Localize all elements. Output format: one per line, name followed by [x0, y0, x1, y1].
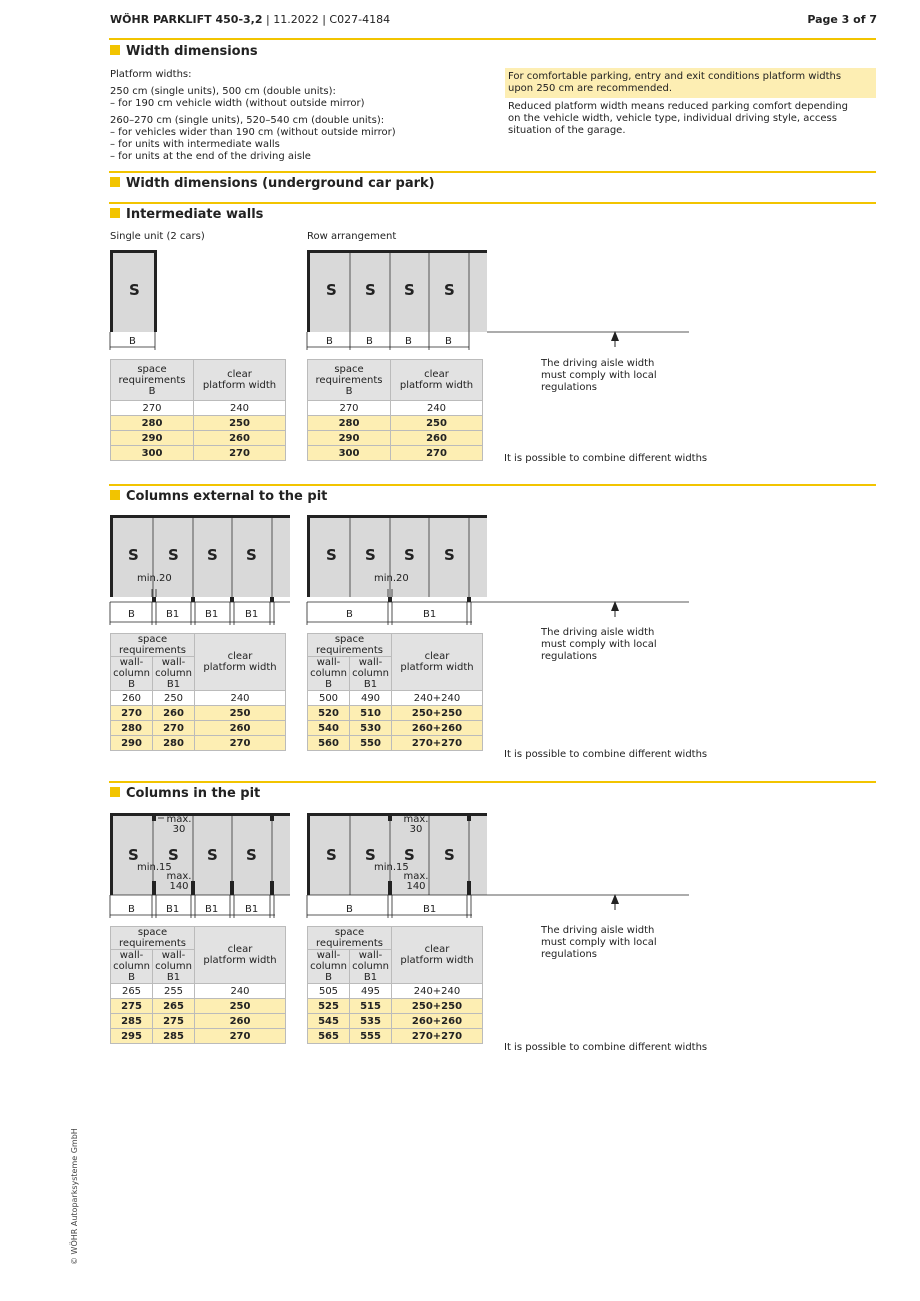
- space-marker: S: [128, 846, 139, 864]
- column-post: [191, 597, 195, 602]
- divider: [109, 781, 876, 783]
- divider: [109, 38, 876, 40]
- min20-label: min.20: [374, 573, 409, 584]
- max140-label: max. 140: [166, 871, 192, 892]
- space-marker: S: [365, 281, 376, 299]
- space-marker: S: [365, 846, 376, 864]
- column-post: [270, 881, 274, 895]
- space-marker: S: [404, 846, 415, 864]
- dim-b: B: [445, 336, 452, 347]
- section-columns-pit: Columns in the pit: [110, 786, 260, 801]
- square-icon: [110, 177, 120, 187]
- recommendation-note: For comfortable parking, entry and exit conditions platform widths upon 250 cm are recommended.: [505, 68, 876, 98]
- dim-b: B: [346, 609, 353, 620]
- platform-widths-label: Platform widths:: [110, 69, 192, 80]
- dim-b: B: [129, 336, 136, 347]
- dim-b1: B1: [423, 609, 437, 620]
- column-post: [230, 881, 234, 895]
- page-number: Page 3 of 7: [807, 13, 877, 26]
- doc-code: C027-4184: [329, 13, 391, 26]
- column-post: [152, 881, 156, 895]
- copyright: © WÖHR Autoparksysteme GmbH: [70, 1128, 79, 1265]
- max30-label: max. 30: [403, 814, 429, 835]
- single-unit-label: Single unit (2 cars): [110, 231, 205, 242]
- wall-left: [110, 250, 113, 332]
- width-line-4: – for vehicles wider than 190 cm (without outside mirror): [110, 127, 396, 138]
- max30-label: max. 30: [166, 814, 192, 835]
- width-line-2: – for 190 cm vehicle width (without outside mirror): [110, 98, 365, 109]
- section-underground: Width dimensions (underground car park): [110, 176, 435, 191]
- section-width-dimensions: Width dimensions: [110, 44, 258, 59]
- column-post: [467, 881, 471, 895]
- dim-b: B: [346, 904, 353, 915]
- space-marker: S: [246, 546, 257, 564]
- divider: [109, 484, 876, 486]
- dim-b: B: [405, 336, 412, 347]
- dim-b1: B1: [245, 609, 259, 620]
- column-post: [270, 813, 274, 821]
- combine-note: It is possible to combine different widths: [504, 453, 708, 464]
- space-marker: S: [168, 846, 179, 864]
- dim-b: B: [128, 904, 135, 915]
- driving-aisle-note: The driving aisle width must comply with local regulations: [541, 925, 657, 960]
- columns-external-single-diagram: [105, 510, 305, 625]
- dim-b: B: [128, 609, 135, 620]
- combine-note: It is possible to combine different widths: [504, 1042, 708, 1053]
- arrow-up-icon: [611, 894, 619, 904]
- space-marker: S: [246, 846, 257, 864]
- product-name: WÖHR PARKLIFT 450-3,2: [110, 13, 263, 26]
- width-line-3: 260–270 cm (single units), 520–540 cm (double units):: [110, 115, 385, 126]
- arrow-up-icon: [611, 601, 619, 611]
- space-marker: S: [207, 846, 218, 864]
- header-date: 11.2022: [273, 13, 319, 26]
- intermediate-table-row: space requirements B clear platform width 270 240 280 250 290 260 300 270: [307, 359, 483, 461]
- driving-aisle-note: The driving aisle width must comply with local regulations: [541, 358, 657, 393]
- header-left: WÖHR PARKLIFT 450-3,2 | 11.2022 | C027-4184: [110, 13, 391, 26]
- space-marker: S: [404, 281, 415, 299]
- wall-right: [154, 250, 157, 332]
- space-marker: S: [326, 846, 337, 864]
- space-marker: S: [444, 846, 455, 864]
- width-line-5: – for units with intermediate walls: [110, 139, 280, 150]
- space-marker: S: [404, 546, 415, 564]
- column-post: [388, 881, 392, 895]
- divider: [109, 202, 876, 204]
- space-marker: S: [444, 546, 455, 564]
- column-post: [230, 597, 234, 602]
- square-icon: [110, 45, 120, 55]
- dim-b1: B1: [205, 904, 219, 915]
- section-columns-external: Columns external to the pit: [110, 489, 327, 504]
- note-line-1: Reduced platform width means reduced parking comfort depending: [508, 101, 848, 112]
- dim-b1: B1: [205, 609, 219, 620]
- columns-pit-double-diagram: [302, 808, 692, 920]
- space-marker: S: [326, 281, 337, 299]
- columns-pit-table-double: space requirements clear platform width wall- column B wall- column B1 505 495 240+240 525 515 250+250 545 535 260+260 565 555 270+270: [307, 926, 483, 1044]
- columns-pit-table-single: space requirements clear platform width wall- column B wall- column B1 265 255 240 275 265 250 285 275 260 295 285 270: [110, 926, 286, 1044]
- row-arrangement-label: Row arrangement: [307, 231, 397, 242]
- column-post: [467, 813, 471, 821]
- space-marker: S: [326, 546, 337, 564]
- space-marker: S: [128, 546, 139, 564]
- min20-label: min.20: [137, 573, 172, 584]
- columns-external-table-double: space requirements clear platform width wall- column B wall- column B1 500 490 240+240 520 510 250+250 540 530 260+260 560 550 270+270: [307, 633, 483, 751]
- min15-label: min.15: [137, 862, 172, 873]
- dim-b1: B1: [166, 609, 180, 620]
- space-marker: S: [168, 546, 179, 564]
- intermediate-table-single: space requirements B clear platform width 270 240 280 250 290 260 300 270: [110, 359, 286, 461]
- dim-b: B: [326, 336, 333, 347]
- note-line-2: on the vehicle width, vehicle type, individual driving style, access: [508, 113, 837, 124]
- dim-b1: B1: [166, 904, 180, 915]
- wall-top: [110, 250, 157, 253]
- square-icon: [110, 787, 120, 797]
- row-arrangement-diagram: [302, 245, 692, 355]
- dim-b: B: [366, 336, 373, 347]
- driving-aisle-note: The driving aisle width must comply with local regulations: [541, 627, 657, 662]
- column-post: [152, 813, 156, 821]
- column-post: [467, 597, 471, 602]
- combine-note: It is possible to combine different widths: [504, 749, 708, 760]
- space-marker: S: [207, 546, 218, 564]
- space-marker: S: [444, 281, 455, 299]
- column-post: [152, 597, 156, 602]
- section-intermediate-walls: Intermediate walls: [110, 207, 263, 222]
- space-marker: S: [365, 546, 376, 564]
- dim-b1: B1: [245, 904, 259, 915]
- note-line-3: situation of the garage.: [508, 125, 626, 136]
- columns-external-table-single: space requirements clear platform width wall- column B wall- column B1 260 250 240 270 260 250 280 270 260 290 280 270: [110, 633, 286, 751]
- max140-label: max. 140: [403, 871, 429, 892]
- width-line-1: 250 cm (single units), 500 cm (double units):: [110, 86, 336, 97]
- square-icon: [110, 490, 120, 500]
- arrow-up-icon: [611, 331, 619, 341]
- columns-external-double-diagram: [302, 510, 692, 625]
- min15-label: min.15: [374, 862, 409, 873]
- space-marker: S: [129, 281, 140, 299]
- column-post: [270, 597, 274, 602]
- square-icon: [110, 208, 120, 218]
- column-post: [388, 597, 392, 602]
- dim-b1: B1: [423, 904, 437, 915]
- width-line-6: – for units at the end of the driving aisle: [110, 151, 311, 162]
- divider: [109, 171, 876, 173]
- column-post: [388, 813, 392, 821]
